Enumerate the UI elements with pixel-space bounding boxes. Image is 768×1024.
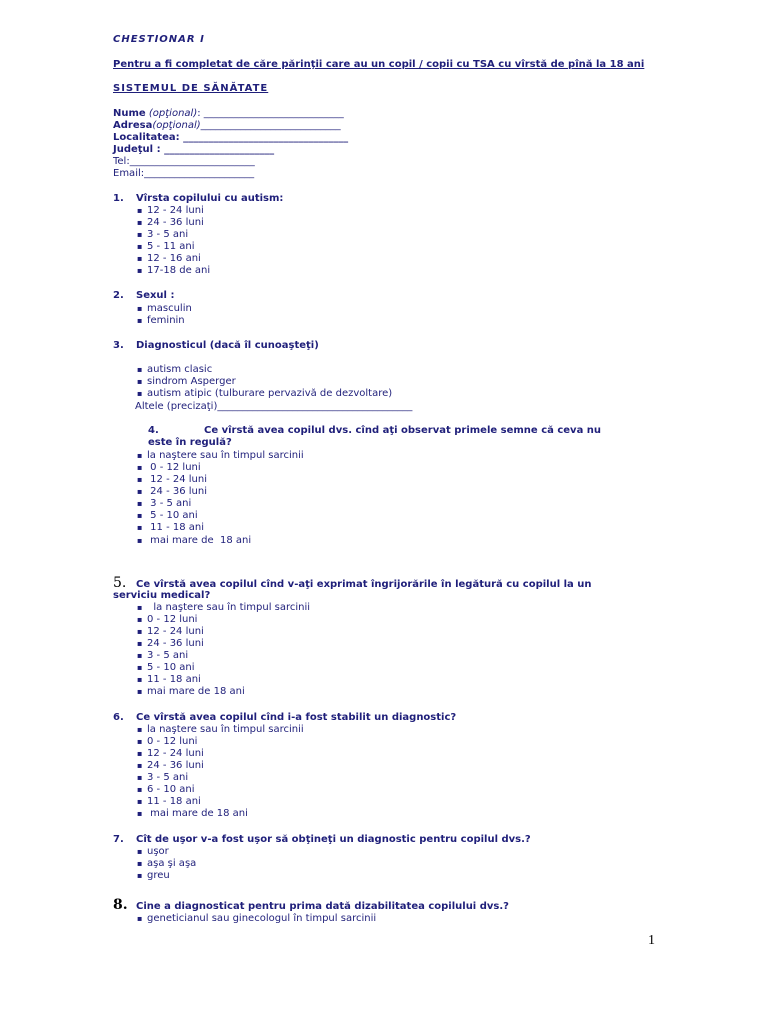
option-checkbox[interactable] (137, 626, 204, 638)
option-label: masculin (147, 303, 192, 314)
bullet-icon: ▪ (137, 737, 143, 746)
bullet-icon: ▪ (137, 377, 143, 386)
option-checkbox[interactable] (137, 376, 236, 388)
bullet-icon: ▪ (137, 914, 143, 923)
bullet-icon: ▪ (137, 809, 143, 818)
option-checkbox[interactable] (137, 772, 188, 784)
option-checkbox[interactable] (137, 315, 185, 327)
section-title: SISTEMUL DE SĂNĂTATE (113, 83, 269, 94)
bullet-icon: ▪ (137, 675, 143, 684)
option-label: geneticianul sau ginecologul în timpul sarcinii (147, 913, 377, 924)
bullet-icon: ▪ (137, 254, 143, 263)
question-text: Vîrsta copilului cu autism: (136, 193, 284, 204)
option-checkbox[interactable] (137, 388, 392, 400)
option-checkbox[interactable] (137, 686, 245, 698)
page-number: 1 (648, 933, 655, 948)
question-number: 7. (113, 834, 124, 845)
county-field[interactable]: Judeţul : ______________________ (113, 144, 275, 155)
option-checkbox[interactable] (137, 535, 251, 547)
option-label: 24 - 36 luni (147, 638, 204, 649)
option-checkbox[interactable] (137, 846, 169, 858)
bullet-icon: ▪ (137, 304, 143, 313)
option-label: 24 - 36 luni (147, 760, 204, 771)
bullet-icon: ▪ (137, 615, 143, 624)
option-label: la naştere sau în timpul sarcinii (147, 602, 311, 613)
address-blank: ____________________________ (200, 120, 341, 131)
question-text: Cît de uşor v-a fost uşor să obţineţi un diagnostic pentru copilul dvs.? (136, 834, 531, 845)
option-checkbox[interactable] (137, 662, 194, 674)
question-text: Sexul : (136, 290, 175, 301)
option-label: 24 - 36 luni (147, 486, 208, 497)
bullet-icon: ▪ (137, 651, 143, 660)
option-checkbox[interactable] (137, 650, 188, 662)
option-label: 0 - 12 luni (147, 736, 198, 747)
bullet-icon: ▪ (137, 365, 143, 374)
address-label: Adresa (113, 120, 153, 131)
option-label: 12 - 24 luni (147, 474, 208, 485)
option-checkbox[interactable] (137, 303, 192, 315)
bullet-icon: ▪ (137, 847, 143, 856)
option-checkbox[interactable] (137, 265, 210, 277)
option-label: 3 - 5 ani (147, 650, 189, 661)
option-checkbox[interactable] (137, 253, 201, 265)
option-checkbox[interactable] (137, 241, 194, 253)
option-label: la naştere sau în timpul sarcinii (147, 724, 304, 735)
question-4-continued: este în regulă? (148, 437, 232, 448)
question-text: Ce vîrstă avea copilul cînd v-aţi exprimat îngrijorările în legătură cu copilul la un (136, 579, 592, 590)
question-number: 8. (113, 897, 128, 913)
question-text: Cine a diagnosticat pentru prima dată dizabilitatea copilului dvs.? (136, 901, 509, 912)
option-checkbox[interactable] (137, 913, 376, 925)
name-blank: : ____________________________ (197, 108, 344, 119)
option-label: uşor (147, 846, 169, 857)
bullet-icon: ▪ (137, 639, 143, 648)
questionnaire-title: CHESTIONAR I (113, 34, 205, 45)
option-label: greu (147, 870, 170, 881)
bullet-icon: ▪ (137, 511, 143, 520)
option-label: 3 - 5 ani (147, 772, 189, 783)
option-label: 12 - 24 luni (147, 205, 204, 216)
option-checkbox[interactable] (137, 808, 248, 820)
bullet-icon: ▪ (137, 451, 143, 460)
option-label: 5 - 11 ani (147, 241, 195, 252)
option-label: 11 - 18 ani (147, 522, 205, 533)
option-checkbox[interactable] (137, 462, 201, 474)
intro-text: Pentru a fi completat de căre părinţii care au un copil / copii cu TSA cu vîrstă de pînă la 18 ani (113, 59, 645, 70)
option-checkbox[interactable] (137, 217, 204, 229)
address-optional: (opţional) (152, 120, 201, 131)
option-checkbox[interactable] (137, 674, 201, 686)
option-label: 0 - 12 luni (147, 614, 198, 625)
option-checkbox[interactable] (137, 724, 304, 736)
option-checkbox[interactable] (137, 205, 204, 217)
option-label: autism atipic (tulburare pervazivă de dezvoltare) (147, 388, 393, 399)
bullet-icon: ▪ (137, 859, 143, 868)
option-checkbox[interactable] (137, 602, 310, 614)
question-number: 3. (113, 340, 124, 351)
question-number: 2. (113, 290, 124, 301)
option-label: 12 - 16 ani (147, 253, 201, 264)
name-optional: (opţional) (148, 108, 198, 119)
bullet-icon: ▪ (137, 316, 143, 325)
question-text: Diagnosticul (dacă îl cunoaşteţi) (136, 340, 319, 351)
email-field[interactable]: Email:______________________ (113, 168, 255, 179)
option-checkbox[interactable] (137, 784, 194, 796)
option-label: 3 - 5 ani (147, 498, 192, 509)
option-label: 5 - 10 ani (147, 510, 198, 521)
option-label: mai mare de 18 ani (147, 535, 252, 546)
bullet-icon: ▪ (137, 218, 143, 227)
bullet-icon: ▪ (137, 463, 143, 472)
option-label: 24 - 36 luni (147, 217, 204, 228)
question-text: Ce vîrstă avea copilul cînd i-a fost stabilit un diagnostic? (136, 712, 457, 723)
question-3 (113, 340, 319, 352)
bullet-icon: ▪ (137, 266, 143, 275)
bullet-icon: ▪ (137, 206, 143, 215)
option-label: 6 - 10 ani (147, 784, 195, 795)
option-checkbox[interactable] (137, 498, 191, 510)
option-label: 3 - 5 ani (147, 229, 189, 240)
bullet-icon: ▪ (137, 499, 143, 508)
locality-field[interactable]: Localitatea: _________________________________ (113, 132, 349, 143)
bullet-icon: ▪ (137, 536, 143, 545)
option-checkbox[interactable] (137, 229, 188, 241)
option-label: 17-18 de ani (147, 265, 211, 276)
option-checkbox[interactable] (137, 510, 198, 522)
option-checkbox[interactable] (137, 870, 170, 882)
bullet-icon: ▪ (137, 523, 143, 532)
name-field[interactable] (113, 108, 344, 120)
option-checkbox[interactable] (137, 638, 204, 650)
option-label: 5 - 10 ani (147, 662, 195, 673)
option-label: aşa şi aşa (147, 858, 197, 869)
option-checkbox[interactable] (137, 450, 304, 462)
option-checkbox[interactable] (137, 796, 201, 808)
bullet-icon: ▪ (137, 725, 143, 734)
option-checkbox[interactable] (137, 748, 204, 760)
bullet-icon: ▪ (137, 663, 143, 672)
option-label: la naştere sau în timpul sarcinii (147, 450, 304, 461)
option-label: 12 - 24 luni (147, 748, 204, 759)
bullet-icon: ▪ (137, 230, 143, 239)
bullet-icon: ▪ (137, 797, 143, 806)
address-field[interactable] (113, 120, 341, 132)
bullet-icon: ▪ (137, 389, 143, 398)
question-number: 1. (113, 193, 124, 204)
question-text: Ce vîrstă avea copilul dvs. cînd aţi observat primele semne că ceva nu (204, 425, 602, 436)
option-checkbox[interactable] (137, 486, 207, 498)
option-label: feminin (147, 315, 185, 326)
option-label: autism clasic (147, 364, 213, 375)
question-5-continued: serviciu medical? (113, 590, 211, 601)
bullet-icon: ▪ (137, 627, 143, 636)
option-checkbox[interactable] (137, 364, 212, 376)
option-label: 12 - 24 luni (147, 626, 204, 637)
bullet-icon: ▪ (137, 871, 143, 880)
option-label: mai mare de 18 ani (147, 686, 245, 697)
question-7 (113, 834, 531, 846)
name-label: Nume (113, 108, 146, 119)
question-number: 4. (148, 425, 159, 436)
question-number: 5. (113, 575, 127, 591)
bullet-icon: ▪ (137, 475, 143, 484)
bullet-icon: ▪ (137, 761, 143, 770)
question-4 (148, 425, 601, 437)
option-checkbox[interactable] (137, 522, 204, 534)
bullet-icon: ▪ (137, 242, 143, 251)
option-checkbox[interactable] (137, 858, 196, 870)
question-2 (113, 290, 174, 302)
bullet-icon: ▪ (137, 749, 143, 758)
bullet-icon: ▪ (137, 487, 143, 496)
option-checkbox[interactable] (137, 614, 197, 626)
option-checkbox[interactable] (137, 474, 207, 486)
option-checkbox[interactable] (137, 736, 197, 748)
option-label: mai mare de 18 ani (147, 808, 248, 819)
question-1 (113, 193, 283, 205)
bullet-icon: ▪ (137, 687, 143, 696)
phone-field[interactable]: Tel:_________________________ (113, 156, 255, 167)
option-label: 0 - 12 luni (147, 462, 201, 473)
option-label: 11 - 18 ani (147, 674, 201, 685)
bullet-icon: ▪ (137, 785, 143, 794)
question-number: 6. (113, 712, 124, 723)
option-label: 11 - 18 ani (147, 796, 201, 807)
other-field[interactable]: Altele (precizaţi)_______________________________________ (135, 401, 413, 412)
option-checkbox[interactable] (137, 760, 204, 772)
question-6 (113, 712, 456, 724)
bullet-icon: ▪ (137, 773, 143, 782)
option-label: sindrom Asperger (147, 376, 236, 387)
bullet-icon: ▪ (137, 603, 143, 612)
